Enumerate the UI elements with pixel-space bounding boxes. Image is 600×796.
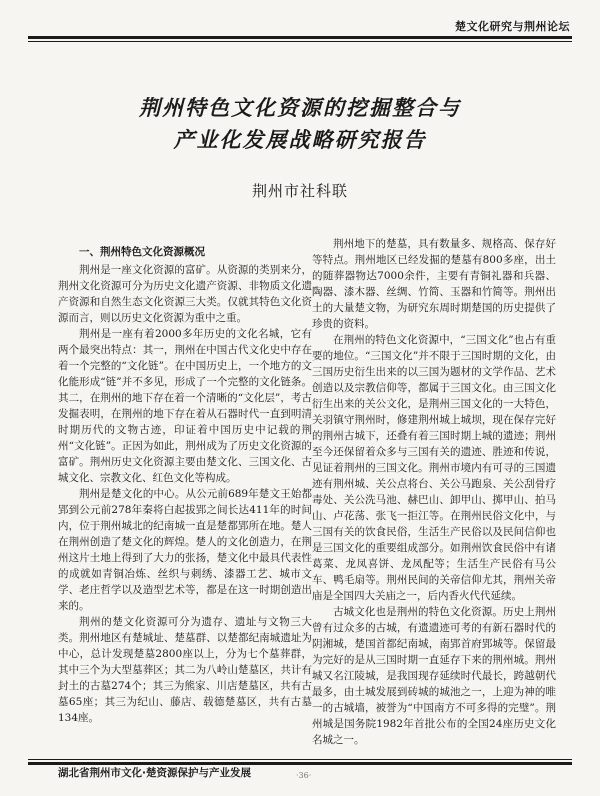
page-number: ·36· [296, 771, 312, 780]
section-heading: 一、荆州特色文化资源概况 [79, 246, 205, 258]
paragraph: 古城文化也是荆州的特色文化资源。历史上荆州曾有过众多的古城，有遗遗迹可考的有新石器时代的阴湘城，楚国首都纪南城，南郢首府郢城等。保留最为完好的是从三国时期一直延存下来的荆州城。荆州城又名江陵城，是我国现存延续时代最长，跨越朝代最多，由土城发展到砖城的城池之一，上迎为神的唯一的古城墙，被誉为“中国南方不可多得的完璧”。荆州城是国务院1982年首批公布的全国24座历史文化名城之一。 [312, 606, 556, 746]
paragraph: 荆州是一座有着2000多年历史的文化名城，它有两个最突出特点：其一，荆州在中国古代文化史中存在着一个完整的“文化链”。在中国历史上，一个地方的文化能形成“链”并不多见，形成了一个完整的文化链条。其二，在荆州的地下存在着一个清晰的“文化层”，考古发掘表明，在荆州的地下存在着从石器时代一直到明清时期历代的文物古迹，印证着中国历史中记载的荆州“文化链”。正因为如此，荆州成为了历史文化资源的富矿。荆州历史文化资源主要由楚文化、三国文化、古城文化、宗教文化、红色文化等构成。 [58, 328, 312, 484]
left-column [58, 262, 312, 726]
paragraph: 荆州是楚文化的中心。从公元前689年楚文王始都郢到公元前278年秦将白起拔郢之间长达411年的时间内，位于荆州城北的纪南城一直是楚都郢所在地。楚人在荆州创造了楚文化的辉煌。楚人的文化创造力，在荆州这片土地上得到了大力的张扬，楚文化中最具代表性的成就如青铜冶炼、丝织与刺绣、漆器工艺、城市文学、老庄哲学以及造型艺术等，都是在这一时期创造出来的。 [58, 488, 312, 612]
right-column [312, 236, 556, 748]
paragraph: 荆州的楚文化资源可分为遗存、遗址与文物三大类。荆州地区有楚城址、楚墓群、以楚都纪南城遗址为中心，总计发现楚墓2800座以上，分为七个墓葬群，其中三个为大型墓葬区；其二为八岭山楚墓区，共计有封土的古墓274个；其三为熊家、川店楚墓区，共有古墓65座；其三为纪山、藤店、载德楚墓区，共有古墓134座。 [58, 616, 312, 724]
title-line-1: 荆州特色文化资源的挖掘整合与 [139, 96, 461, 120]
paragraph: 在荆州的特色文化资源中，“三国文化”也占有重要的地位。“三国文化”并不限于三国时期的文化，由三国历史衍生出来的以三国为题材的文学作品、艺术创造以及宗教信仰等，都属于三国文化。由三国文化衍生出来的关公文化，是荆州三国文化的一大特色，关羽镇守荆州时，修建荆州城上城坝，现在保存完好的荆州古城下，还叠有着三国时期上城的遗迹；荆州至今还保留着众多与三国有关的遗迹、胜迹和传说，见证着荆州的三国文化。荆州市境内有可寻的三国遗迹有荆州城、关公点将台、关公马跑泉、关公刮骨疗毒处、关公洗马池、赫巴山、卸甲山、掷甲山、拍马山、卢花荡、张飞一拒江等。在荆州民俗文化中，与三国有关的饮食民俗，生活生产民俗以及民间信仰也是三国文化的重要组成部分。如荆州饮食民俗中有诸葛菜、龙凤喜饼、龙凤配等；生活生产民俗有马公车、鸭毛扇等。荆州民间的关帝信仰尤其，荆州关帝庙是全国四大关庙之一，后内香火代代延续。 [312, 334, 556, 602]
header-rule [28, 36, 572, 39]
article-author: 荆州市社科联 [251, 182, 348, 200]
journal-header: 楚文化研究与荆州论坛 [455, 20, 570, 33]
paragraph: 荆州地下的楚墓，具有数量多、规格高、保存好等特点。荆州地区已经发掘的楚墓有800多座，出土的随葬器物达7000余件，主要有青铜礼器和兵器、陶器、漆木器、丝绸、竹简、玉器和竹简等。荆州出土的大量楚文物，为研究东周时期楚国的历史提供了珍贵的资料。 [312, 238, 556, 330]
paragraph: 荆州是一座文化资源的富矿。从资源的类别来分，荆州文化资源可分为历史文化遗产资源、非物质文化遗产资源和自然生态文化资源三大类。仅就其特色文化资源而言，则以历史文化资源为重中之重。 [58, 264, 312, 324]
footer-journal-name: 湖北省荆州市文化·楚资源保护与产业发展 [58, 767, 251, 779]
article-title [0, 92, 600, 156]
footer-rule [28, 759, 572, 760]
title-line-2: 产业化发展战略研究报告 [173, 128, 427, 152]
